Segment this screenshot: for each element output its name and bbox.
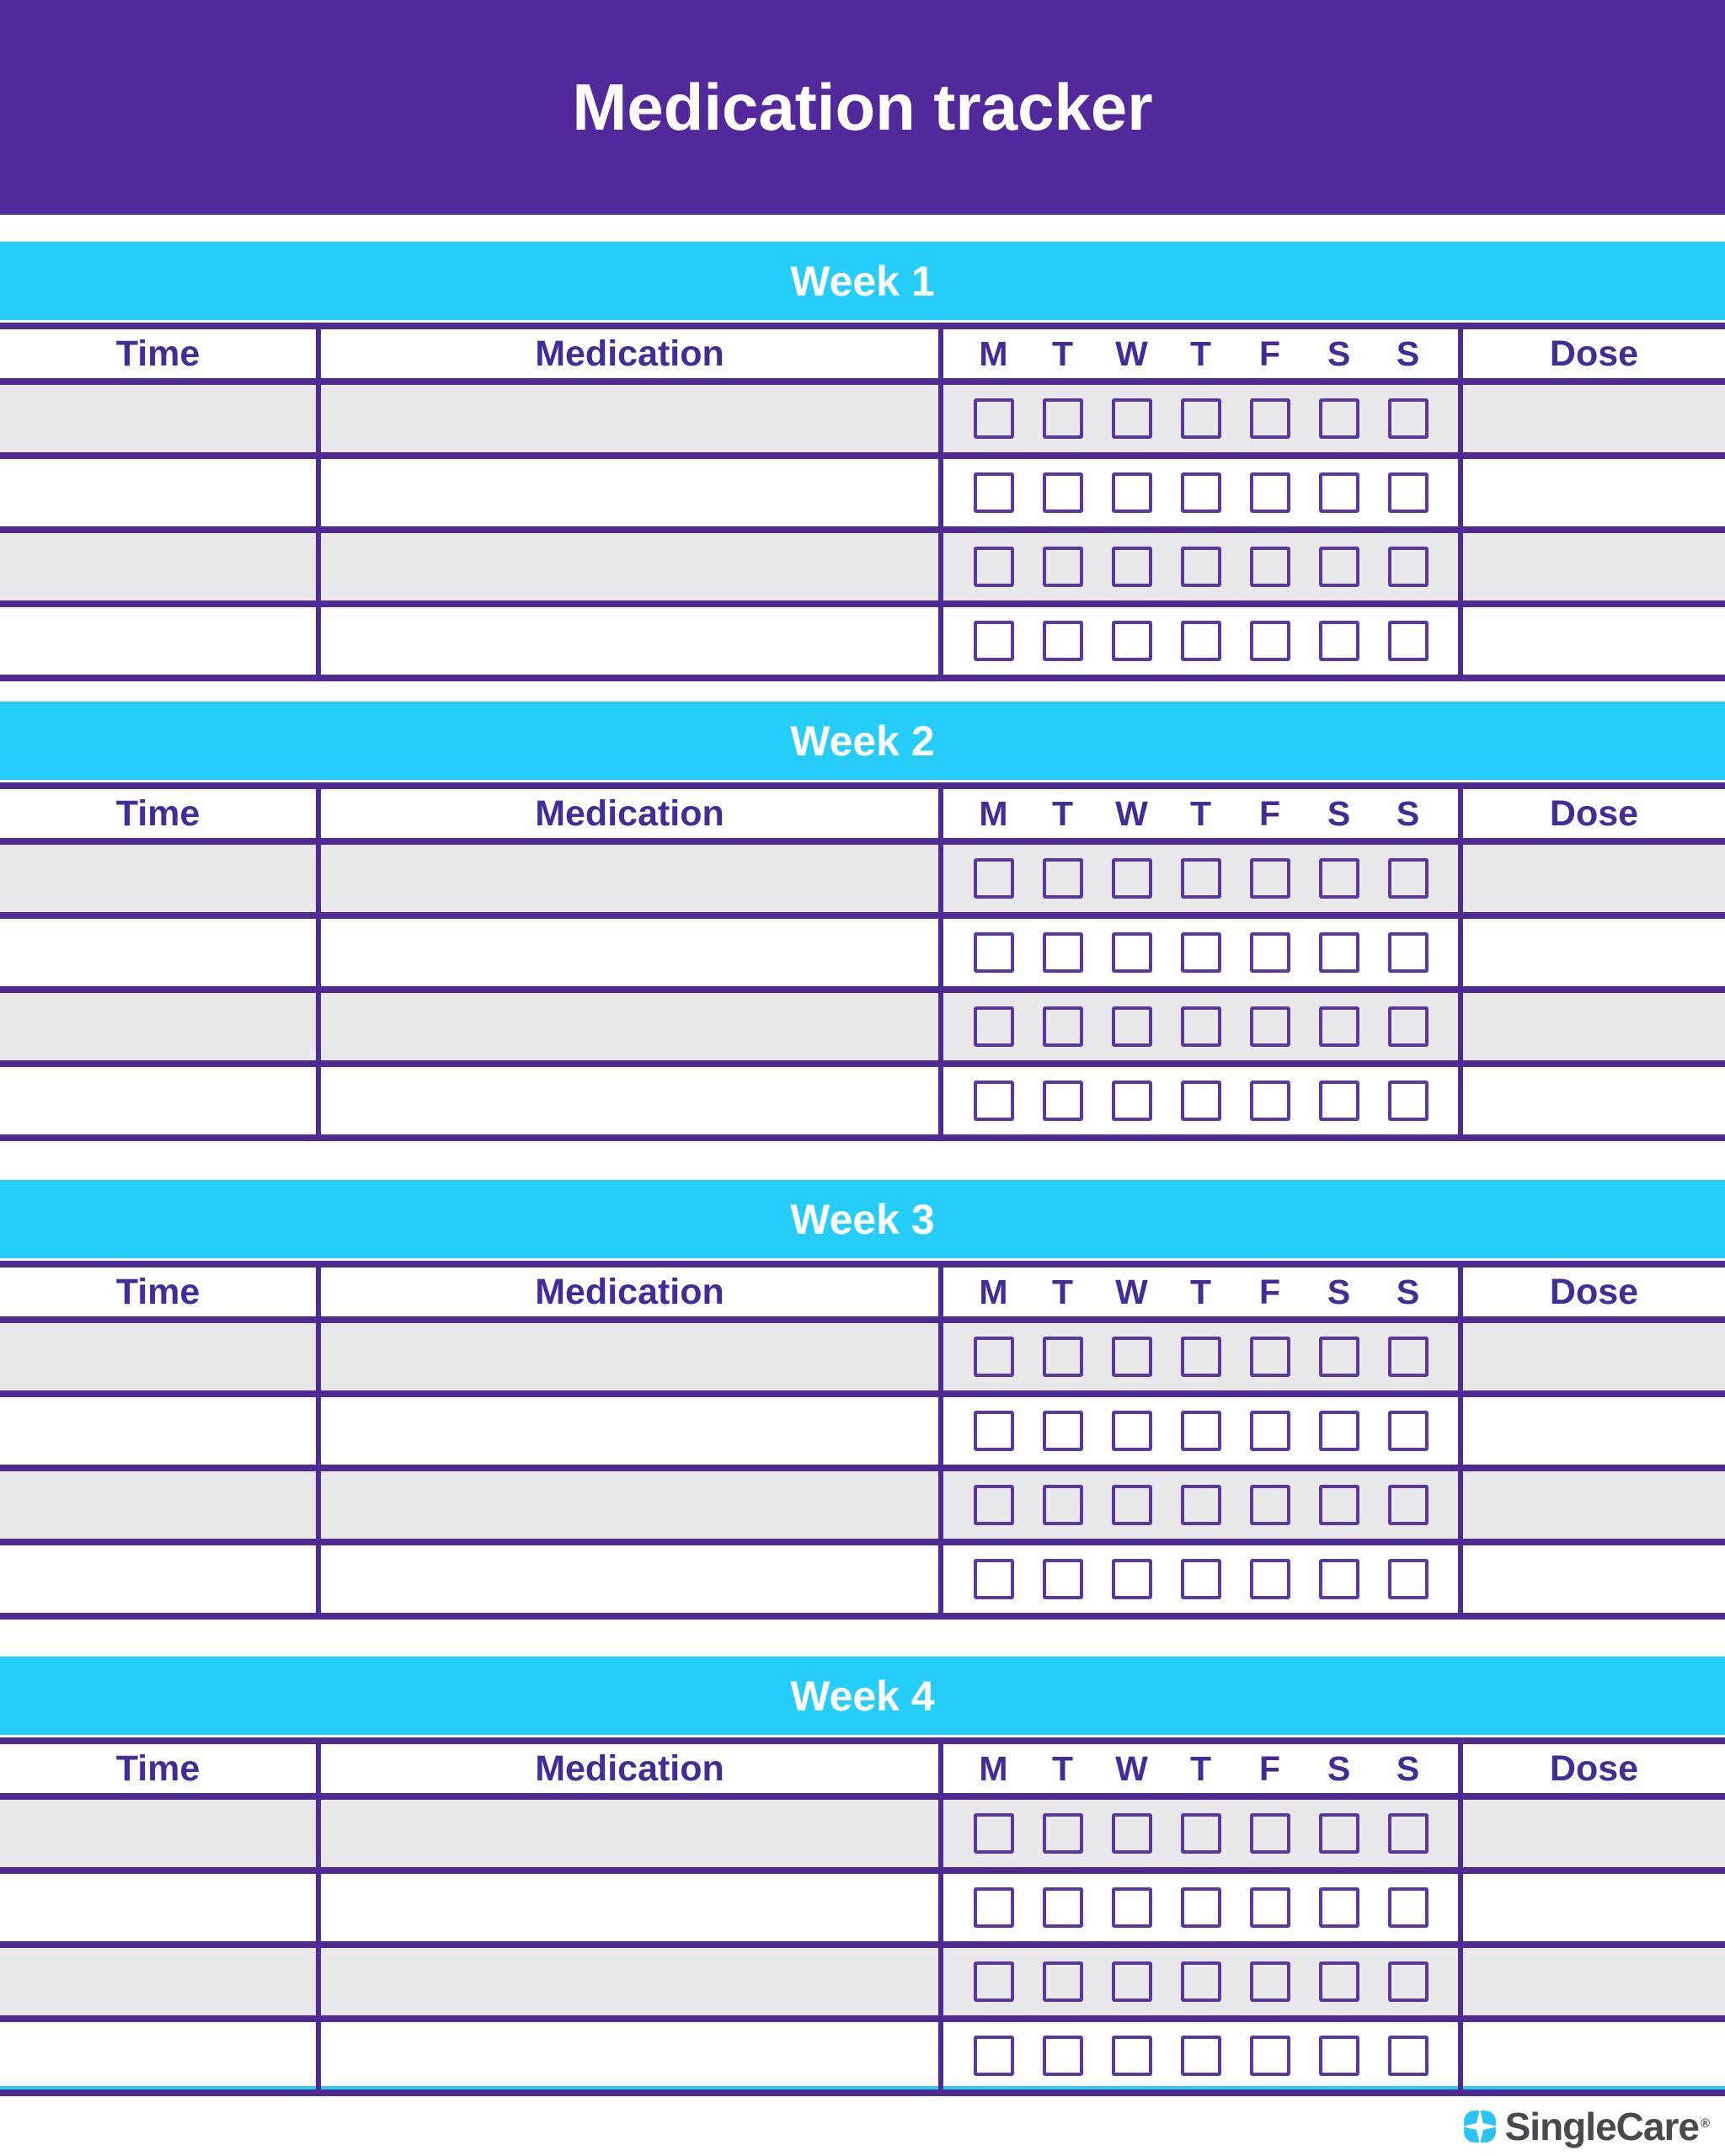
day-checkbox-5[interactable] xyxy=(1250,858,1290,899)
day-checkbox-cell xyxy=(938,459,1458,526)
day-checkbox-3[interactable] xyxy=(1112,2036,1152,2076)
medication-input-cell[interactable] xyxy=(316,1800,938,1867)
time-input-cell[interactable] xyxy=(0,1067,316,1134)
day-checkbox-3[interactable] xyxy=(1112,1411,1152,1451)
table-row xyxy=(0,912,1725,986)
day-checkbox-4[interactable] xyxy=(1181,621,1221,661)
day-checkbox-7[interactable] xyxy=(1388,1081,1429,1121)
week-4-title: Week 4 xyxy=(790,1672,935,1720)
day-letter-7: S xyxy=(1396,334,1420,373)
table-row xyxy=(0,452,1725,526)
dose-input-cell[interactable] xyxy=(1458,919,1725,986)
dose-input-cell[interactable] xyxy=(1458,1545,1725,1613)
checkbox-row xyxy=(974,919,1429,986)
day-letter-4: T xyxy=(1189,334,1212,373)
medication-input-cell[interactable] xyxy=(316,1397,938,1465)
dose-input-cell[interactable] xyxy=(1458,2022,1725,2089)
day-checkbox-2[interactable] xyxy=(1043,1081,1083,1121)
day-checkbox-3[interactable] xyxy=(1112,1813,1152,1854)
day-checkbox-2[interactable] xyxy=(1043,398,1083,439)
checkbox-row xyxy=(974,993,1429,1060)
page-title: Medication tracker xyxy=(572,70,1153,144)
day-checkbox-6[interactable] xyxy=(1319,1887,1359,1928)
day-letter-row xyxy=(974,329,1429,378)
singlecare-logo-text: SingleCare xyxy=(1504,2104,1699,2148)
day-letter-7: S xyxy=(1396,1272,1420,1311)
time-input-cell[interactable] xyxy=(0,993,316,1060)
dose-input-cell[interactable] xyxy=(1458,1323,1725,1390)
day-checkbox-4[interactable] xyxy=(1181,547,1221,587)
table-header-row xyxy=(0,1737,1725,1793)
medication-input-cell[interactable] xyxy=(316,607,938,675)
day-checkbox-4[interactable] xyxy=(1181,472,1221,513)
day-checkbox-2[interactable] xyxy=(1043,2036,1083,2076)
day-letter-7: S xyxy=(1396,793,1420,833)
checkbox-row xyxy=(974,1800,1429,1867)
day-checkbox-cell xyxy=(938,385,1458,452)
day-letter-3: W xyxy=(1115,1272,1148,1311)
dose-input-cell[interactable] xyxy=(1458,607,1725,675)
col-header-days xyxy=(938,329,1458,378)
dose-input-cell[interactable] xyxy=(1458,1471,1725,1539)
week-3-header-bar xyxy=(0,1180,1725,1258)
week-1-title: Week 1 xyxy=(790,257,935,305)
day-checkbox-5[interactable] xyxy=(1250,932,1290,973)
day-checkbox-4[interactable] xyxy=(1181,1081,1221,1121)
table-row xyxy=(0,986,1725,1060)
time-input-cell[interactable] xyxy=(0,1323,316,1390)
week-4-table xyxy=(0,1737,1725,2096)
dose-input-cell[interactable] xyxy=(1458,1397,1725,1465)
col-header-medication: Medication xyxy=(316,1267,938,1316)
dose-input-cell[interactable] xyxy=(1458,385,1725,452)
day-checkbox-cell xyxy=(938,993,1458,1060)
day-checkbox-5[interactable] xyxy=(1250,547,1290,587)
table-row xyxy=(0,1060,1725,1134)
week-4-header-bar xyxy=(0,1657,1725,1735)
day-checkbox-3[interactable] xyxy=(1112,1337,1152,1377)
dose-input-cell[interactable] xyxy=(1458,845,1725,912)
day-checkbox-5[interactable] xyxy=(1250,1411,1290,1451)
day-checkbox-3[interactable] xyxy=(1112,547,1152,587)
day-checkbox-5[interactable] xyxy=(1250,1081,1290,1121)
day-checkbox-7[interactable] xyxy=(1388,547,1429,587)
day-letter-2: T xyxy=(1051,1748,1074,1788)
day-checkbox-2[interactable] xyxy=(1043,547,1083,587)
dose-input-cell[interactable] xyxy=(1458,1067,1725,1134)
day-letter-2: T xyxy=(1051,1272,1074,1311)
day-checkbox-1[interactable] xyxy=(974,858,1014,899)
day-checkbox-5[interactable] xyxy=(1250,1485,1290,1525)
day-checkbox-7[interactable] xyxy=(1388,932,1429,973)
col-header-dose: Dose xyxy=(1458,1267,1725,1316)
time-input-cell[interactable] xyxy=(0,533,316,600)
time-input-cell[interactable] xyxy=(0,1545,316,1613)
day-checkbox-cell xyxy=(938,1545,1458,1613)
day-checkbox-6[interactable] xyxy=(1319,1337,1359,1377)
time-input-cell[interactable] xyxy=(0,1948,316,2015)
day-checkbox-6[interactable] xyxy=(1319,1559,1359,1599)
day-checkbox-cell xyxy=(938,845,1458,912)
day-checkbox-1[interactable] xyxy=(974,547,1014,587)
day-letter-2: T xyxy=(1051,334,1074,373)
week-2-title: Week 2 xyxy=(790,717,935,765)
day-checkbox-4[interactable] xyxy=(1181,1813,1221,1854)
day-checkbox-2[interactable] xyxy=(1043,1411,1083,1451)
table-row xyxy=(0,378,1725,452)
day-checkbox-cell xyxy=(938,607,1458,675)
checkbox-row xyxy=(974,533,1429,600)
checkbox-row xyxy=(974,385,1429,452)
medication-input-cell[interactable] xyxy=(316,2022,938,2089)
checkbox-row xyxy=(974,1948,1429,2015)
medication-input-cell[interactable] xyxy=(316,1874,938,1941)
col-header-medication: Medication xyxy=(316,1744,938,1793)
day-letter-7: S xyxy=(1396,1748,1420,1788)
week-3-section xyxy=(0,1180,1725,1620)
day-checkbox-4[interactable] xyxy=(1181,1559,1221,1599)
week-3-title: Week 3 xyxy=(790,1195,935,1243)
col-header-time: Time xyxy=(115,792,200,834)
day-letter-6: S xyxy=(1327,793,1351,833)
day-checkbox-1[interactable] xyxy=(974,621,1014,661)
day-checkbox-3[interactable] xyxy=(1112,398,1152,439)
day-checkbox-6[interactable] xyxy=(1319,1961,1359,2002)
time-input-cell[interactable] xyxy=(0,1397,316,1465)
checkbox-row xyxy=(974,1545,1429,1613)
day-checkbox-cell xyxy=(938,2022,1458,2089)
week-1-table xyxy=(0,323,1725,681)
day-checkbox-6[interactable] xyxy=(1319,858,1359,899)
week-2-table xyxy=(0,782,1725,1141)
day-checkbox-7[interactable] xyxy=(1388,1961,1429,2002)
day-checkbox-cell xyxy=(938,1397,1458,1465)
col-header-time: Time xyxy=(115,333,200,374)
day-checkbox-4[interactable] xyxy=(1181,1006,1221,1047)
checkbox-row xyxy=(974,845,1429,912)
day-checkbox-cell xyxy=(938,533,1458,600)
day-letter-4: T xyxy=(1189,1272,1212,1311)
table-row xyxy=(0,1867,1725,1941)
day-checkbox-5[interactable] xyxy=(1250,1559,1290,1599)
day-checkbox-6[interactable] xyxy=(1319,621,1359,661)
day-checkbox-1[interactable] xyxy=(974,932,1014,973)
day-checkbox-7[interactable] xyxy=(1388,858,1429,899)
day-letter-row xyxy=(974,789,1429,838)
day-letter-row xyxy=(974,1267,1429,1316)
week-2-header-bar xyxy=(0,702,1725,780)
day-checkbox-5[interactable] xyxy=(1250,472,1290,513)
day-checkbox-1[interactable] xyxy=(974,1485,1014,1525)
day-checkbox-3[interactable] xyxy=(1112,1559,1152,1599)
day-checkbox-5[interactable] xyxy=(1250,1887,1290,1928)
checkbox-row xyxy=(974,2022,1429,2089)
dose-input-cell[interactable] xyxy=(1458,1874,1725,1941)
day-checkbox-5[interactable] xyxy=(1250,398,1290,439)
day-checkbox-6[interactable] xyxy=(1319,1081,1359,1121)
day-checkbox-3[interactable] xyxy=(1112,621,1152,661)
day-checkbox-6[interactable] xyxy=(1319,1485,1359,1525)
day-checkbox-3[interactable] xyxy=(1112,858,1152,899)
day-checkbox-6[interactable] xyxy=(1319,1411,1359,1451)
day-checkbox-6[interactable] xyxy=(1319,547,1359,587)
day-checkbox-5[interactable] xyxy=(1250,1813,1290,1854)
day-checkbox-6[interactable] xyxy=(1319,932,1359,973)
day-letter-5: F xyxy=(1258,1748,1281,1788)
day-checkbox-4[interactable] xyxy=(1181,858,1221,899)
day-checkbox-1[interactable] xyxy=(974,1559,1014,1599)
checkbox-row xyxy=(974,1874,1429,1941)
day-checkbox-2[interactable] xyxy=(1043,1887,1083,1928)
day-checkbox-6[interactable] xyxy=(1319,1813,1359,1854)
day-checkbox-2[interactable] xyxy=(1043,1559,1083,1599)
day-checkbox-1[interactable] xyxy=(974,1411,1014,1451)
medication-input-cell[interactable] xyxy=(316,459,938,526)
day-checkbox-cell xyxy=(938,1471,1458,1539)
medication-input-cell[interactable] xyxy=(316,1948,938,2015)
day-checkbox-7[interactable] xyxy=(1388,1813,1429,1854)
checkbox-row xyxy=(974,459,1429,526)
table-row xyxy=(0,838,1725,912)
day-checkbox-7[interactable] xyxy=(1388,1411,1429,1451)
col-header-medication: Medication xyxy=(316,329,938,378)
week-4-section xyxy=(0,1657,1725,2096)
day-checkbox-1[interactable] xyxy=(974,1337,1014,1377)
table-row xyxy=(0,600,1725,675)
day-letter-1: M xyxy=(979,1272,1008,1311)
table-row xyxy=(0,1941,1725,2015)
time-input-cell[interactable] xyxy=(0,845,316,912)
week-1-section xyxy=(0,242,1725,681)
checkbox-row xyxy=(974,1067,1429,1134)
singlecare-logo xyxy=(1463,2104,1710,2149)
day-checkbox-7[interactable] xyxy=(1388,2036,1429,2076)
day-letter-row xyxy=(974,1744,1429,1793)
dose-input-cell[interactable] xyxy=(1458,993,1725,1060)
day-checkbox-4[interactable] xyxy=(1181,1961,1221,2002)
day-checkbox-4[interactable] xyxy=(1181,1485,1221,1525)
day-checkbox-4[interactable] xyxy=(1181,398,1221,439)
footer xyxy=(0,2096,1725,2156)
day-checkbox-2[interactable] xyxy=(1043,1961,1083,2002)
day-checkbox-3[interactable] xyxy=(1112,1961,1152,2002)
day-checkbox-2[interactable] xyxy=(1043,1485,1083,1525)
table-row xyxy=(0,1390,1725,1465)
week-1-header-bar xyxy=(0,242,1725,320)
table-row xyxy=(0,2015,1725,2089)
medication-input-cell[interactable] xyxy=(316,385,938,452)
day-checkbox-4[interactable] xyxy=(1181,932,1221,973)
day-checkbox-5[interactable] xyxy=(1250,1337,1290,1377)
day-letter-4: T xyxy=(1189,793,1212,833)
day-checkbox-7[interactable] xyxy=(1388,621,1429,661)
day-checkbox-1[interactable] xyxy=(974,472,1014,513)
day-checkbox-2[interactable] xyxy=(1043,858,1083,899)
day-checkbox-1[interactable] xyxy=(974,1006,1014,1047)
day-checkbox-1[interactable] xyxy=(974,1081,1014,1121)
checkbox-row xyxy=(974,1323,1429,1390)
col-header-dose: Dose xyxy=(1458,329,1725,378)
day-checkbox-1[interactable] xyxy=(974,1961,1014,2002)
day-checkbox-2[interactable] xyxy=(1043,932,1083,973)
day-checkbox-7[interactable] xyxy=(1388,1337,1429,1377)
time-input-cell[interactable] xyxy=(0,459,316,526)
dose-input-cell[interactable] xyxy=(1458,1800,1725,1867)
day-checkbox-cell xyxy=(938,1874,1458,1941)
time-input-cell[interactable] xyxy=(0,1471,316,1539)
day-letter-1: M xyxy=(979,793,1008,833)
table-header-row xyxy=(0,323,1725,378)
time-input-cell[interactable] xyxy=(0,607,316,675)
col-header-dose: Dose xyxy=(1458,1744,1725,1793)
dose-input-cell[interactable] xyxy=(1458,459,1725,526)
table-row xyxy=(0,1539,1725,1613)
time-input-cell[interactable] xyxy=(0,919,316,986)
table-row xyxy=(0,526,1725,600)
day-checkbox-4[interactable] xyxy=(1181,1887,1221,1928)
day-checkbox-6[interactable] xyxy=(1319,472,1359,513)
day-checkbox-6[interactable] xyxy=(1319,1006,1359,1047)
day-checkbox-5[interactable] xyxy=(1250,1006,1290,1047)
checkbox-row xyxy=(974,607,1429,675)
col-header-time: Time xyxy=(115,1271,200,1312)
time-input-cell[interactable] xyxy=(0,1874,316,1941)
day-checkbox-cell xyxy=(938,1800,1458,1867)
day-checkbox-2[interactable] xyxy=(1043,472,1083,513)
day-checkbox-3[interactable] xyxy=(1112,932,1152,973)
day-letter-3: W xyxy=(1115,1748,1148,1788)
day-checkbox-7[interactable] xyxy=(1388,472,1429,513)
day-checkbox-cell xyxy=(938,919,1458,986)
day-checkbox-5[interactable] xyxy=(1250,621,1290,661)
table-row xyxy=(0,1465,1725,1539)
day-checkbox-cell xyxy=(938,1948,1458,2015)
medication-input-cell[interactable] xyxy=(316,1545,938,1613)
medication-input-cell[interactable] xyxy=(316,919,938,986)
day-checkbox-1[interactable] xyxy=(974,398,1014,439)
time-input-cell[interactable] xyxy=(0,1800,316,1867)
title-banner xyxy=(0,0,1725,215)
day-letter-3: W xyxy=(1115,334,1148,373)
week-2-section xyxy=(0,702,1725,1141)
medication-input-cell[interactable] xyxy=(316,533,938,600)
day-letter-5: F xyxy=(1258,793,1281,833)
day-checkbox-3[interactable] xyxy=(1112,1887,1152,1928)
day-checkbox-5[interactable] xyxy=(1250,1961,1290,2002)
singlecare-clover-icon xyxy=(1463,2110,1497,2143)
day-checkbox-3[interactable] xyxy=(1112,472,1152,513)
time-input-cell[interactable] xyxy=(0,2022,316,2089)
medication-input-cell[interactable] xyxy=(316,993,938,1060)
checkbox-row xyxy=(974,1471,1429,1539)
day-letter-3: W xyxy=(1115,793,1148,833)
day-checkbox-cell xyxy=(938,1323,1458,1390)
day-checkbox-6[interactable] xyxy=(1319,398,1359,439)
day-checkbox-7[interactable] xyxy=(1388,1887,1429,1928)
day-checkbox-3[interactable] xyxy=(1112,1485,1152,1525)
day-checkbox-2[interactable] xyxy=(1043,1813,1083,1854)
col-header-dose: Dose xyxy=(1458,789,1725,838)
table-header-row xyxy=(0,1261,1725,1316)
day-checkbox-cell xyxy=(938,1067,1458,1134)
day-letter-1: M xyxy=(979,334,1008,373)
day-letter-5: F xyxy=(1258,334,1281,373)
day-checkbox-7[interactable] xyxy=(1388,1485,1429,1525)
day-letter-6: S xyxy=(1327,1272,1351,1311)
col-header-days xyxy=(938,1267,1458,1316)
day-letter-2: T xyxy=(1051,793,1074,833)
day-checkbox-3[interactable] xyxy=(1112,1081,1152,1121)
dose-input-cell[interactable] xyxy=(1458,1948,1725,2015)
day-checkbox-5[interactable] xyxy=(1250,2036,1290,2076)
day-checkbox-6[interactable] xyxy=(1319,2036,1359,2076)
medication-input-cell[interactable] xyxy=(316,1471,938,1539)
medication-input-cell[interactable] xyxy=(316,1323,938,1390)
table-header-row xyxy=(0,782,1725,838)
day-checkbox-2[interactable] xyxy=(1043,1006,1083,1047)
day-checkbox-2[interactable] xyxy=(1043,1337,1083,1377)
day-checkbox-1[interactable] xyxy=(974,2036,1014,2076)
registered-mark: ® xyxy=(1700,2116,1710,2131)
day-checkbox-1[interactable] xyxy=(974,1813,1014,1854)
day-checkbox-4[interactable] xyxy=(1181,2036,1221,2076)
day-checkbox-3[interactable] xyxy=(1112,1006,1152,1047)
day-checkbox-7[interactable] xyxy=(1388,1559,1429,1599)
medication-input-cell[interactable] xyxy=(316,845,938,912)
day-letter-1: M xyxy=(979,1748,1008,1788)
day-checkbox-4[interactable] xyxy=(1181,1337,1221,1377)
day-letter-5: F xyxy=(1258,1272,1281,1311)
day-letter-4: T xyxy=(1189,1748,1212,1788)
day-letter-6: S xyxy=(1327,334,1351,373)
day-letter-6: S xyxy=(1327,1748,1351,1788)
medication-input-cell[interactable] xyxy=(316,1067,938,1134)
checkbox-row xyxy=(974,1397,1429,1465)
table-row xyxy=(0,1793,1725,1867)
col-header-days xyxy=(938,789,1458,838)
col-header-medication: Medication xyxy=(316,789,938,838)
table-row xyxy=(0,1316,1725,1390)
time-input-cell[interactable] xyxy=(0,385,316,452)
day-checkbox-7[interactable] xyxy=(1388,1006,1429,1047)
col-header-days xyxy=(938,1744,1458,1793)
day-checkbox-4[interactable] xyxy=(1181,1411,1221,1451)
col-header-time: Time xyxy=(115,1748,200,1789)
day-checkbox-2[interactable] xyxy=(1043,621,1083,661)
week-3-table xyxy=(0,1261,1725,1620)
day-checkbox-1[interactable] xyxy=(974,1887,1014,1928)
day-checkbox-7[interactable] xyxy=(1388,398,1429,439)
dose-input-cell[interactable] xyxy=(1458,533,1725,600)
